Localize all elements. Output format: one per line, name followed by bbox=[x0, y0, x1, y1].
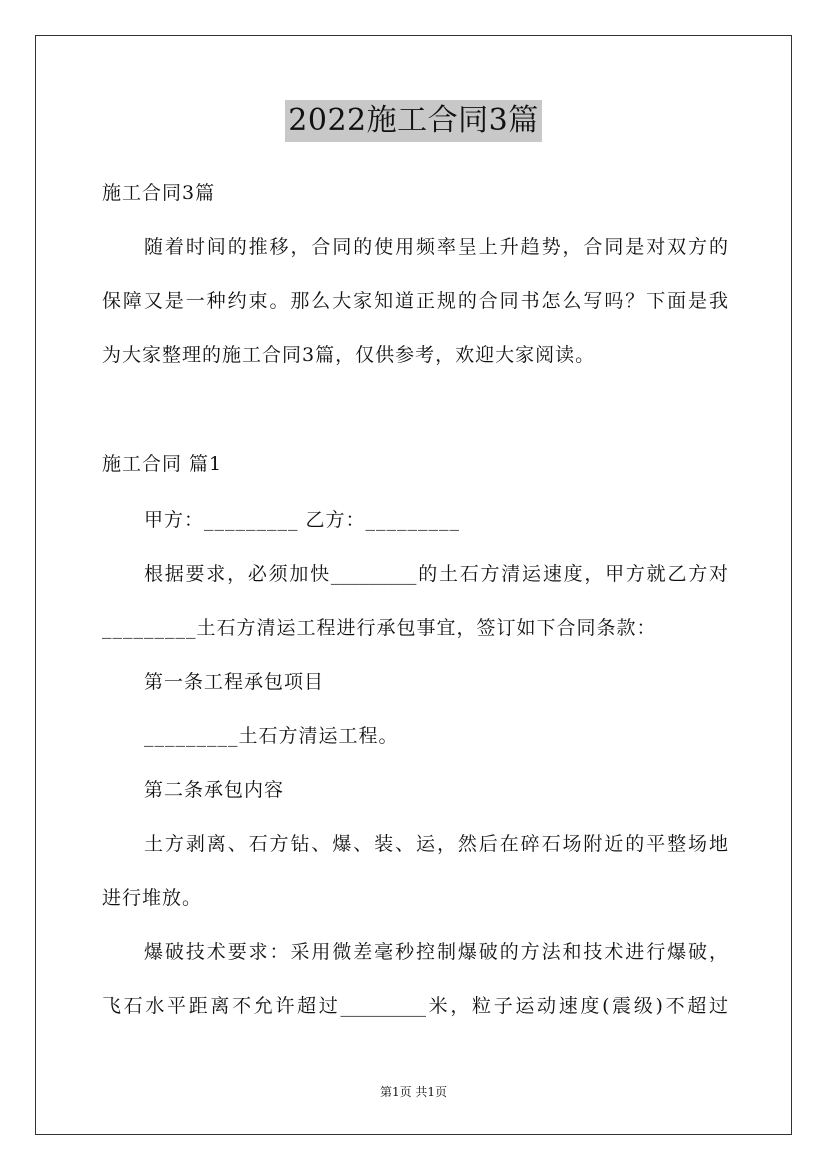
clause-intro-line-2: _________土石方清运工程进行承包事宜，签订如下合同条款： bbox=[102, 617, 657, 639]
article-1-heading: 第一条工程承包项目 bbox=[144, 671, 325, 693]
blasting-line-1: 爆破技术要求：采用微差毫秒控制爆破的方法和技术进行爆破， bbox=[144, 941, 728, 963]
title-wrap bbox=[0, 100, 827, 142]
subtitle-line: 施工合同3篇 bbox=[102, 182, 216, 204]
intro-line-1: 随着时间的推移，合同的使用频率呈上升趋势，合同是对双方的 bbox=[144, 236, 728, 258]
section-heading: 施工合同 篇1 bbox=[102, 453, 223, 475]
document-title: 2022施工合同3篇 bbox=[285, 100, 541, 142]
intro-line-3: 为大家整理的施工合同3篇，仅供参考，欢迎大家阅读。 bbox=[102, 344, 596, 366]
intro-line-2: 保障又是一种约束。那么大家知道正规的合同书怎么写吗？下面是我 bbox=[102, 290, 728, 312]
article-2-heading: 第二条承包内容 bbox=[144, 779, 285, 801]
parties-line: 甲方：_________ 乙方：_________ bbox=[144, 509, 461, 531]
page-footer: 第1页 共1页 bbox=[379, 1085, 448, 1099]
blasting-line-2: 飞石水平距离不允许超过_________米，粒子运动速度(震级)不超过 bbox=[102, 995, 728, 1017]
article-1-text: _________土石方清运工程。 bbox=[144, 725, 399, 747]
clause-intro-line-1: 根据要求，必须加快_________的土石方清运速度，甲方就乙方对 bbox=[144, 563, 728, 585]
article-2-text-line-2: 进行堆放。 bbox=[102, 887, 203, 909]
article-2-text-line-1: 土方剥离、石方钻、爆、装、运，然后在碎石场附近的平整场地 bbox=[144, 833, 728, 855]
